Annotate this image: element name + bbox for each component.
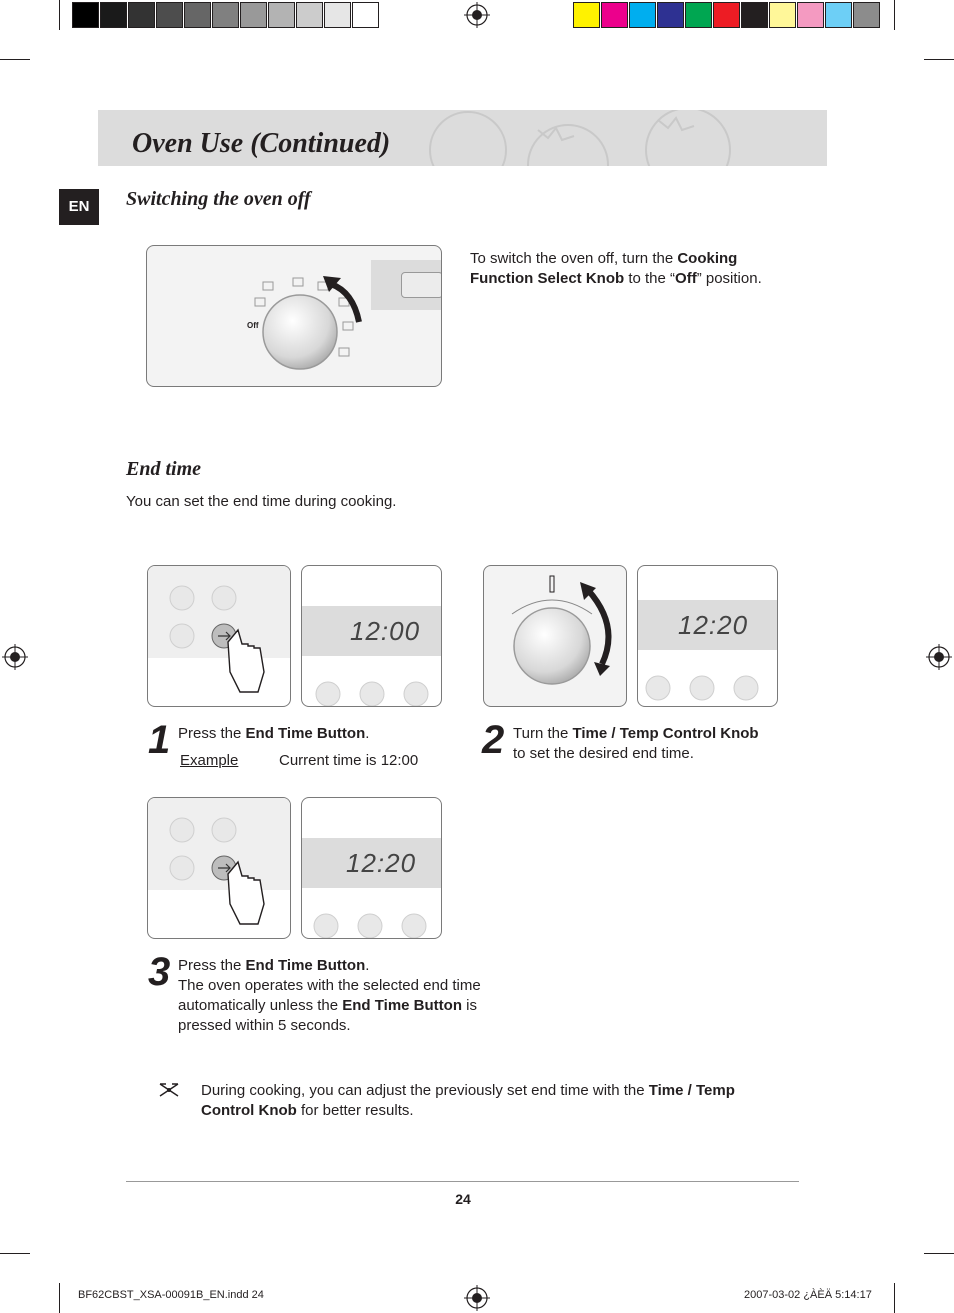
display-time: 12:20 xyxy=(346,848,417,878)
time-temp-knob-icon xyxy=(484,566,626,706)
off-label: Off xyxy=(247,321,259,330)
display-illustration-3 xyxy=(301,797,442,939)
color-swatch xyxy=(324,2,351,28)
tomato-watermark-icon xyxy=(428,110,827,166)
step-1-text: Press the End Time Button. xyxy=(178,725,370,742)
display-illustration-2 xyxy=(637,565,778,707)
section-title-switch-off: Switching the oven off xyxy=(126,188,311,210)
color-swatch xyxy=(72,2,99,28)
registration-mark-icon xyxy=(2,644,28,670)
color-swatch xyxy=(741,2,768,28)
step-2-text: Turn the Time / Temp Control Knob to set the desired end time. xyxy=(513,725,759,762)
header-band xyxy=(98,110,827,166)
color-swatch xyxy=(853,2,880,28)
function-knob-illustration xyxy=(146,245,442,387)
crop-mark xyxy=(0,59,30,60)
display-buttons-icon xyxy=(302,666,441,706)
registration-mark-icon xyxy=(464,2,490,28)
color-swatch xyxy=(212,2,239,28)
step-3-text: Press the End Time Button. The oven operates with the selected end time automatically unless the End Time Button is pressed within 5 seconds. xyxy=(178,957,481,1034)
display-illustration-1 xyxy=(301,565,442,707)
crop-mark xyxy=(894,0,895,30)
display-time: 12:00 xyxy=(350,616,421,646)
registration-mark-icon xyxy=(926,644,952,670)
oven-icon xyxy=(401,272,442,298)
section-title-end-time: End time xyxy=(126,458,202,480)
page-number: 24 xyxy=(455,1191,471,1207)
color-swatch xyxy=(100,2,127,28)
note-text: During cooking, you can adjust the previously set end time with the Time / Temp Control Knob for better results. xyxy=(201,1082,735,1119)
color-swatch xyxy=(601,2,628,28)
control-knob-illustration xyxy=(483,565,627,707)
end-time-intro: You can set the end time during cooking. xyxy=(126,493,397,510)
example-value: Current time is 12:00 xyxy=(279,752,419,769)
step-number: 1 xyxy=(148,718,171,762)
color-swatch xyxy=(825,2,852,28)
color-swatch xyxy=(657,2,684,28)
display-time: 12:20 xyxy=(678,610,749,640)
display-buttons-icon xyxy=(638,662,777,702)
display-buttons-icon xyxy=(302,898,441,938)
color-swatch xyxy=(240,2,267,28)
color-swatch xyxy=(156,2,183,28)
color-swatch xyxy=(128,2,155,28)
page-title: Oven Use (Continued) xyxy=(132,128,391,159)
crop-mark xyxy=(924,59,954,60)
crop-mark xyxy=(894,1283,895,1313)
crop-mark xyxy=(0,1253,30,1254)
crop-mark xyxy=(59,0,60,30)
color-swatch xyxy=(573,2,600,28)
color-swatch xyxy=(685,2,712,28)
registration-mark-icon xyxy=(464,1285,490,1311)
note-icon xyxy=(158,1082,180,1098)
crop-mark xyxy=(924,1253,954,1254)
crop-mark xyxy=(59,1283,60,1313)
color-swatch xyxy=(352,2,379,28)
end-time-button-icon xyxy=(148,798,290,938)
color-swatch xyxy=(296,2,323,28)
color-swatch xyxy=(797,2,824,28)
footer-rule xyxy=(126,1181,799,1182)
end-time-button-icon xyxy=(148,566,290,706)
step-number: 2 xyxy=(482,718,505,762)
button-panel-illustration xyxy=(147,797,291,939)
color-swatch xyxy=(184,2,211,28)
color-swatch xyxy=(268,2,295,28)
color-swatch xyxy=(769,2,796,28)
color-swatch xyxy=(713,2,740,28)
switch-off-instruction: To switch the oven off, turn the Cooking Function Select Knob to the “Off” position. xyxy=(470,250,762,287)
footer-file: BF62CBST_XSA-00091B_EN.indd 24 xyxy=(78,1289,264,1301)
knob-icon xyxy=(243,270,373,386)
button-panel-illustration xyxy=(147,565,291,707)
example-label: Example xyxy=(180,752,239,769)
step-number: 3 xyxy=(148,950,171,994)
language-badge: EN xyxy=(59,189,99,225)
color-swatch xyxy=(629,2,656,28)
footer-date: 2007-03-02 ¿ÀÈÄ 5:14:17 xyxy=(744,1289,872,1301)
